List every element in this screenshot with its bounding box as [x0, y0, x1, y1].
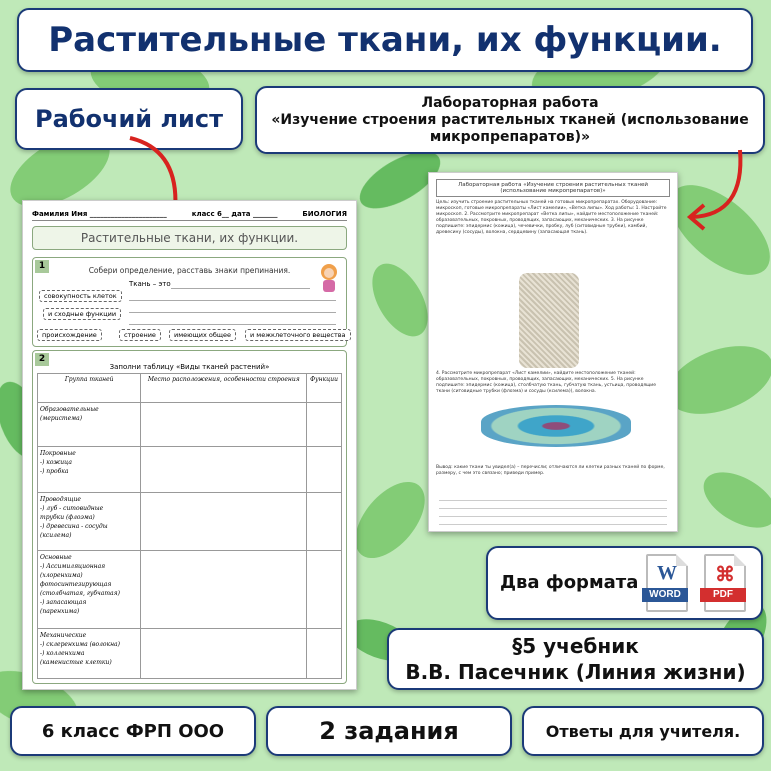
table-row	[38, 551, 342, 629]
table-header: Функции	[307, 374, 342, 403]
microscope-image	[519, 273, 579, 368]
word-file-icon: W WORD	[646, 554, 688, 612]
word-chip: строение	[119, 329, 161, 341]
table-row	[38, 493, 342, 551]
sheet-class-date: класс 6__ дата _______	[191, 210, 278, 218]
girl-illustration-icon	[318, 262, 340, 294]
grade-label: 6 класс ФРП ООО	[10, 706, 256, 756]
tasks-count-label: 2 задания	[266, 706, 512, 756]
tissue-group: Основные -) Ассимиляционная (хлоренхима) фотосинтезирующая (столбчатая, губчатая) -) запасающая (паренхима)	[38, 551, 141, 629]
arrow-to-lab-page	[680, 145, 760, 235]
textbook-box	[387, 628, 764, 690]
textbook-author: В.В. Пасечник (Линия жизни)	[405, 660, 746, 684]
textbook-paragraph: §5 учебник	[512, 634, 639, 658]
task-2	[32, 350, 347, 684]
sheet-header	[32, 210, 347, 221]
tissue-group: Покровные -) кожица -) пробка	[38, 447, 141, 493]
tissue-group: Образовательные (меристема)	[38, 403, 141, 447]
answers-label: Ответы для учителя.	[522, 706, 764, 756]
sheet-name-field: Фамилия Имя ______________________	[32, 210, 167, 218]
answer-lines	[439, 493, 667, 525]
page-title: Растительные ткани, их функции.	[17, 8, 753, 72]
table-header: Группа тканей	[38, 374, 141, 403]
lab-work-label	[255, 86, 765, 154]
worksheet-preview	[22, 200, 357, 690]
lab-page-preview	[428, 172, 678, 532]
worksheet-label: Рабочий лист	[15, 88, 243, 150]
lab-page-conclusion: Вывод: какие ткани ты увидел(а) – перечисли; отличаются ли клетки разных тканей по форме, размеру, с чем это связано; приведи пример.	[436, 465, 665, 476]
formats-box	[486, 546, 763, 620]
sheet-title: Растительные ткани, их функции.	[32, 226, 347, 250]
sheet-subject: БИОЛОГИЯ	[302, 210, 347, 218]
task-1	[32, 257, 347, 347]
lab-work-line2: «Изучение строения растительных тканей (использование микропрепаратов)»	[271, 111, 749, 145]
leaf-section-image	[481, 405, 631, 447]
tissue-group: Проводящие -) луб - ситовидные трубки (флоэма) -) древесина - сосуды (ксилема)	[38, 493, 141, 551]
lab-work-line1: Лабораторная работа	[421, 94, 599, 111]
task-instruction: Заполни таблицу «Виды тканей растений»	[109, 363, 270, 371]
word-chip: совокупность клеток	[39, 290, 122, 302]
task-instruction: Собери определение, расставь знаки препинания.	[88, 266, 291, 275]
formats-label: Два формата	[500, 572, 639, 593]
table-row	[38, 403, 342, 447]
word-chip: имеющих общее	[169, 329, 236, 341]
table-row	[38, 629, 342, 679]
lab-page-title: Лабораторная работа «Изучение строения растительных тканей (использование микропрепаратов)»	[436, 179, 670, 197]
task-number: 2	[35, 353, 49, 366]
task-number: 1	[35, 260, 49, 273]
word-chip: происхождение	[37, 329, 102, 341]
tissue-group: Механические -) склеренхима (волокна) -) колленхима (каменистые клетки)	[38, 629, 141, 679]
lab-page-body: Цель: изучить строение растительных тканей на готовых микропрепаратах. Оборудование: микроскоп, готовые микропрепараты «Лист камелии», «Ветка липы». Ход работы: 1. Настройте микроскоп. 2. Рассмотрите микропрепарат «Ветка липы», найдите местоположение тканей: образовательных, покровных, проводящих, запасающих, механических. 3. На рисунке подпишите: эпидермис (кожица), чечевички, пробку, луб (ситовидные трубки), камбий, древесину (сосуды), волокна, сердцевину (запасающая ткань).	[436, 200, 667, 235]
table-header: Место расположения, особенности строения	[141, 374, 307, 403]
pdf-file-icon: ⌘ PDF	[704, 554, 746, 612]
definition-start: Ткань – это	[129, 280, 171, 288]
tissue-table	[37, 373, 342, 679]
table-row	[38, 447, 342, 493]
lab-page-body-2: 4. Рассмотрите микропрепарат «Лист камелии», найдите местоположение тканей: образовательных, покровных, проводящих, запасающих, механических. 5. На рисунке подпишите: эпидермис (кожица), столбчатую ткань, губчатую ткань, устьица, проводящие ткани (ситовидные трубки (флоэма) и сосуды (ксилема)), волокна.	[436, 371, 656, 394]
word-chip: и межклеточного вещества	[245, 329, 351, 341]
word-chip: и сходные функции	[43, 308, 121, 320]
